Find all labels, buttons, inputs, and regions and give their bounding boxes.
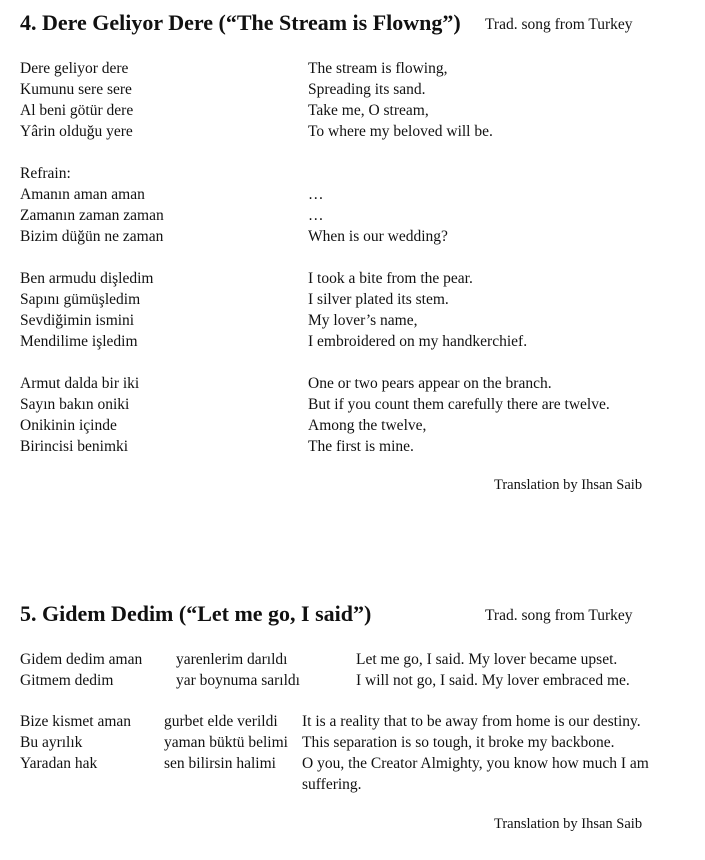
lyric-line-turkish xyxy=(20,352,164,373)
lyric-line-turkish: Yaradan hak xyxy=(20,755,98,772)
lyric-line-english: I silver plated its stem. xyxy=(308,291,449,308)
lyric-line-english xyxy=(308,247,610,268)
lyric-line-english: But if you count them carefully there are twelve. xyxy=(308,396,610,413)
lyric-line-english: To where my beloved will be. xyxy=(308,123,493,140)
lyric-line-english: This separation is so tough, it broke my backbone. xyxy=(302,734,615,751)
lyric-line-turkish: Refrain: xyxy=(20,165,71,182)
lyric-line-english: The stream is flowing, xyxy=(308,60,448,77)
lyric-line-turkish: Yârin olduğu yere xyxy=(20,123,133,140)
lyric-line-english: O you, the Creator Almighty, you know how much I am suffering. xyxy=(302,755,649,793)
lyric-line-turkish: yaman büktü belimi xyxy=(164,734,288,751)
lyric-line-english: One or two pears appear on the branch. xyxy=(308,375,552,392)
lyric-line-english: … xyxy=(308,186,324,203)
lyric-line-turkish: Amanın aman aman xyxy=(20,186,145,203)
lyric-line-turkish: Onikinin içinde xyxy=(20,417,117,434)
lyric-line-turkish: yar boynuma sarıldı xyxy=(176,672,300,689)
song5-stanza2-english xyxy=(302,711,687,795)
lyric-line-english: Let me go, I said. My lover became upset. xyxy=(356,651,618,668)
lyric-line-turkish: Bizim düğün ne zaman xyxy=(20,228,164,245)
lyric-line-english: My lover’s name, xyxy=(308,312,418,329)
lyric-line-turkish: yarenlerim darıldı xyxy=(176,651,288,668)
lyric-line-turkish: Bize kismet aman xyxy=(20,713,132,730)
song5-origin: Trad. song from Turkey xyxy=(485,607,633,624)
song5-stanza1-turkish-second-half xyxy=(176,649,300,691)
lyric-line-english: I will not go, I said. My lover embraced me. xyxy=(356,672,630,689)
lyric-line-english: Spreading its sand. xyxy=(308,81,426,98)
song4-translation-credit: Translation by Ihsan Saib xyxy=(494,477,643,493)
song5-translation-credit: Translation by Ihsan Saib xyxy=(494,816,643,832)
lyric-line-turkish: Ben armudu dişledim xyxy=(20,270,154,287)
lyric-line-turkish: Sapını gümüşledim xyxy=(20,291,141,308)
lyric-line-turkish: Kumunu sere sere xyxy=(20,81,132,98)
song4-title: 4. Dere Geliyor Dere (“The Stream is Flowng”) xyxy=(20,10,461,35)
lyric-line-turkish: sen bilirsin halimi xyxy=(164,755,276,772)
lyric-line-turkish: Gidem dedim aman xyxy=(20,651,143,668)
lyric-line-turkish: Al beni götür dere xyxy=(20,102,134,119)
song4-english-translation xyxy=(308,58,610,457)
lyric-line-english: The first is mine. xyxy=(308,438,414,455)
lyric-line-english xyxy=(308,142,610,163)
lyric-line-english: … xyxy=(308,207,324,224)
lyric-line-turkish xyxy=(20,247,164,268)
lyric-line-turkish: Armut dalda bir iki xyxy=(20,375,140,392)
lyric-line-turkish: Gitmem dedim xyxy=(20,672,114,689)
lyric-line-english: I embroidered on my handkerchief. xyxy=(308,333,528,350)
song5-stanza1-turkish-first-half xyxy=(20,649,142,691)
lyric-line-english xyxy=(308,352,610,373)
song5-stanza2-turkish-second-half xyxy=(164,711,288,774)
lyric-line-english: I took a bite from the pear. xyxy=(308,270,473,287)
lyric-line-turkish: Zamanın zaman zaman xyxy=(20,207,164,224)
lyric-line-turkish: Mendilime işledim xyxy=(20,333,138,350)
song4-turkish-lyrics xyxy=(20,58,164,457)
lyric-line-turkish xyxy=(20,142,164,163)
song5-title: 5. Gidem Dedim (“Let me go, I said”) xyxy=(20,601,372,626)
lyric-line-turkish: Sayın bakın oniki xyxy=(20,396,130,413)
lyric-line-english: Take me, O stream, xyxy=(308,102,429,119)
lyric-line-turkish: Bu ayrılık xyxy=(20,734,83,751)
lyric-line-turkish: gurbet elde verildi xyxy=(164,713,278,730)
lyric-line-turkish: Dere geliyor dere xyxy=(20,60,129,77)
lyric-line-turkish: Birincisi benimki xyxy=(20,438,129,455)
lyric-line-turkish: Sevdiğimin ismini xyxy=(20,312,135,329)
song5-stanza2-turkish-first-half xyxy=(20,711,131,774)
lyric-line-english: Among the twelve, xyxy=(308,417,427,434)
lyric-line-english: It is a reality that to be away from home is our destiny. xyxy=(302,713,641,730)
lyric-line-english xyxy=(308,163,610,184)
song5-stanza1-english xyxy=(356,649,630,691)
lyric-line-english: When is our wedding? xyxy=(308,228,448,245)
song4-origin: Trad. song from Turkey xyxy=(485,16,633,33)
